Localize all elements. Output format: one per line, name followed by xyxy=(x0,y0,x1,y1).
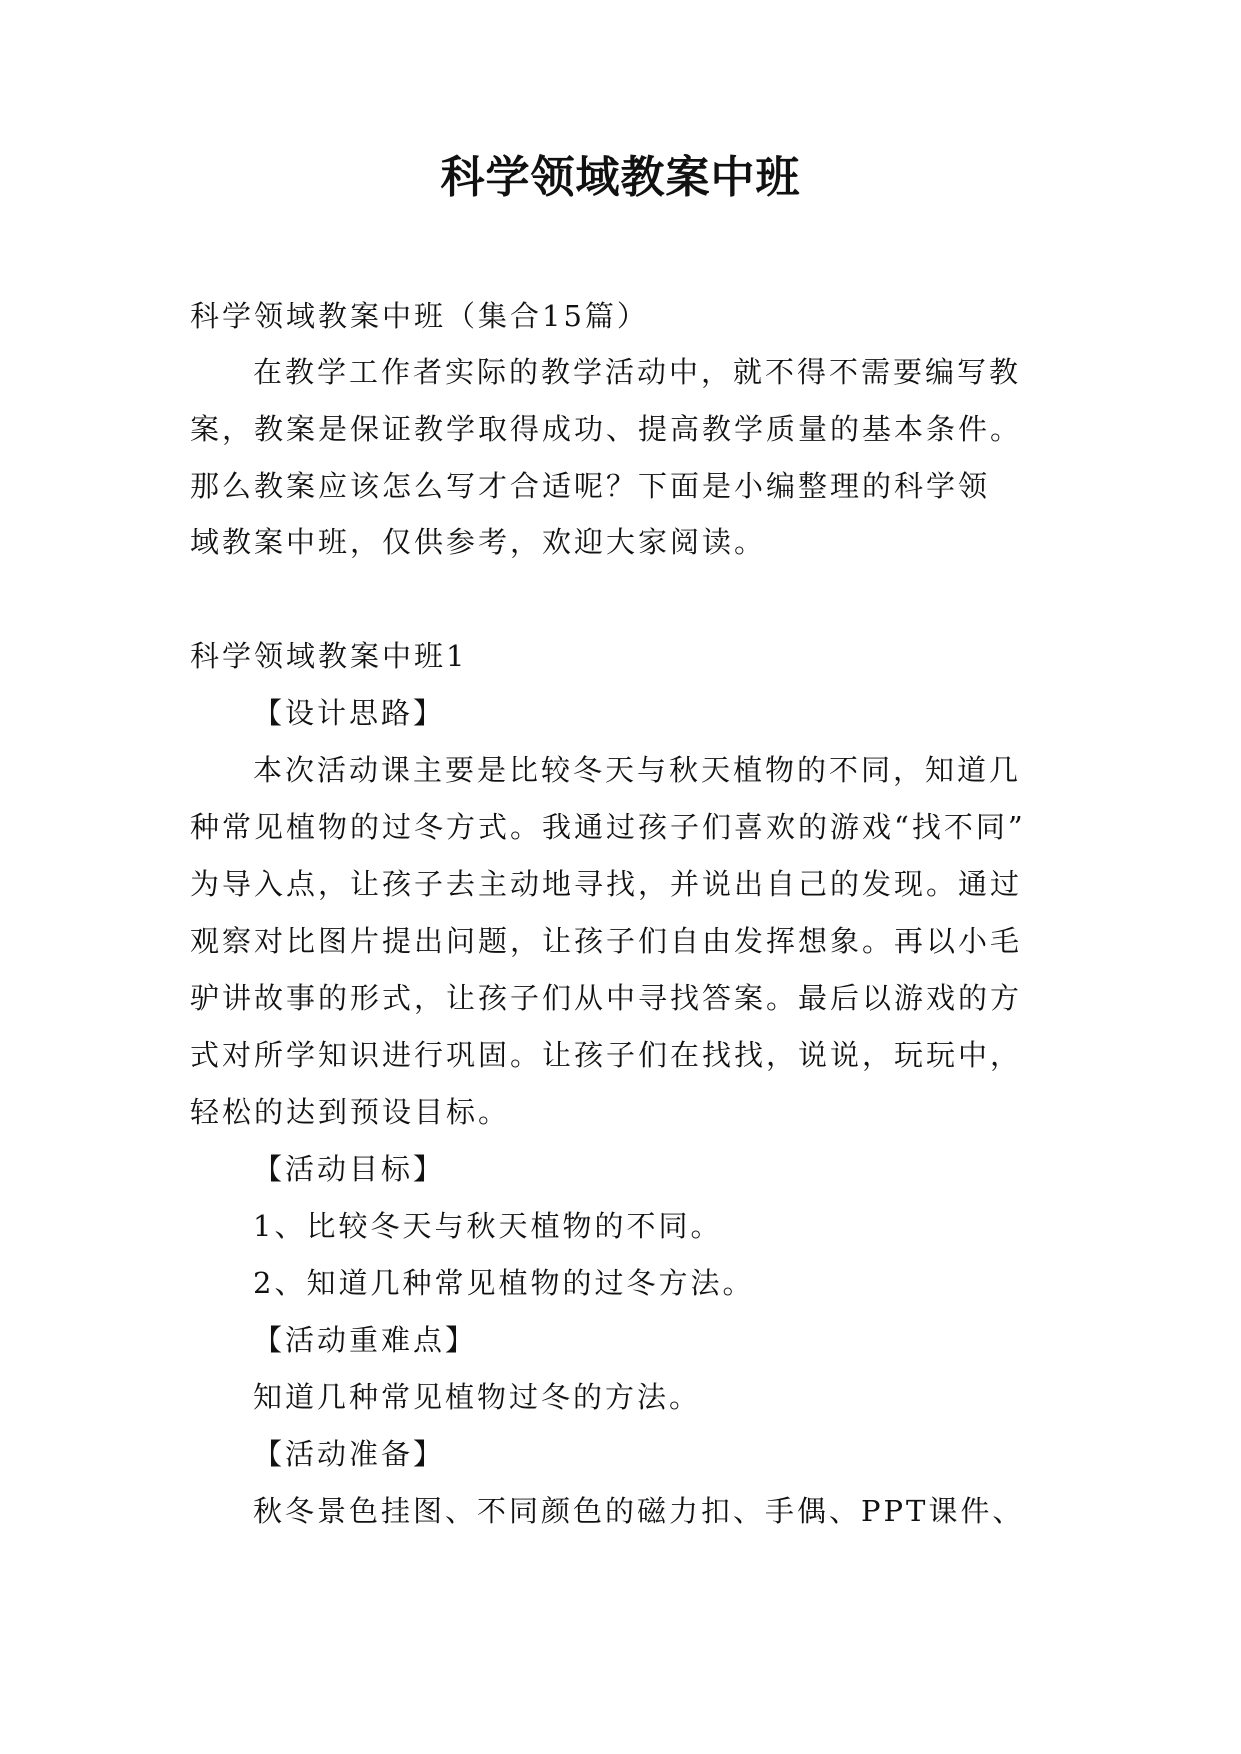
paragraph-line: 知道几种常见植物过冬的方法。 xyxy=(253,1380,702,1414)
subsection-heading: 【设计思路】 xyxy=(253,696,446,730)
paragraph-line: 式对所学知识进行巩固。让孩子们在找找，说说，玩玩中， xyxy=(190,1038,1023,1072)
subsection-heading: 【活动目标】 xyxy=(253,1152,446,1186)
paragraph-line: 种常见植物的过冬方式。我通过孩子们喜欢的游戏“找不同” xyxy=(190,810,1026,844)
paragraph-line: 驴讲故事的形式，让孩子们从中寻找答案。最后以游戏的方 xyxy=(190,981,1023,1015)
paragraph-line: 轻松的达到预设目标。 xyxy=(190,1095,511,1129)
document-title: 科学领域教案中班 xyxy=(440,152,801,203)
section-heading: 科学领域教案中班1 xyxy=(190,639,468,673)
subsection-heading: 【活动重难点】 xyxy=(253,1323,478,1357)
paragraph-line: 观察对比图片提出问题，让孩子们自由发挥想象。再以小毛 xyxy=(190,924,1023,958)
paragraph-line: 在教学工作者实际的教学活动中，就不得不需要编写教 xyxy=(253,355,1022,389)
subtitle: 科学领域教案中班（集合15篇） xyxy=(190,299,649,333)
paragraph-line: 秋冬景色挂图、不同颜色的磁力扣、手偶、PPT课件、 xyxy=(253,1494,1025,1528)
paragraph-line: 本次活动课主要是比较冬天与秋天植物的不同，知道几 xyxy=(253,753,1022,787)
paragraph-line: 为导入点，让孩子去主动地寻找，并说出自己的发现。通过 xyxy=(190,867,1023,901)
list-item: 2、知道几种常见植物的过冬方法。 xyxy=(253,1266,755,1300)
paragraph-line: 案，教案是保证教学取得成功、提高教学质量的基本条件。 xyxy=(190,412,1023,446)
subsection-heading: 【活动准备】 xyxy=(253,1437,446,1471)
paragraph-line: 域教案中班，仅供参考，欢迎大家阅读。 xyxy=(190,525,767,559)
paragraph-line: 那么教案应该怎么写才合适呢？下面是小编整理的科学领 xyxy=(190,469,991,503)
list-item: 1、比较冬天与秋天植物的不同。 xyxy=(253,1209,723,1243)
